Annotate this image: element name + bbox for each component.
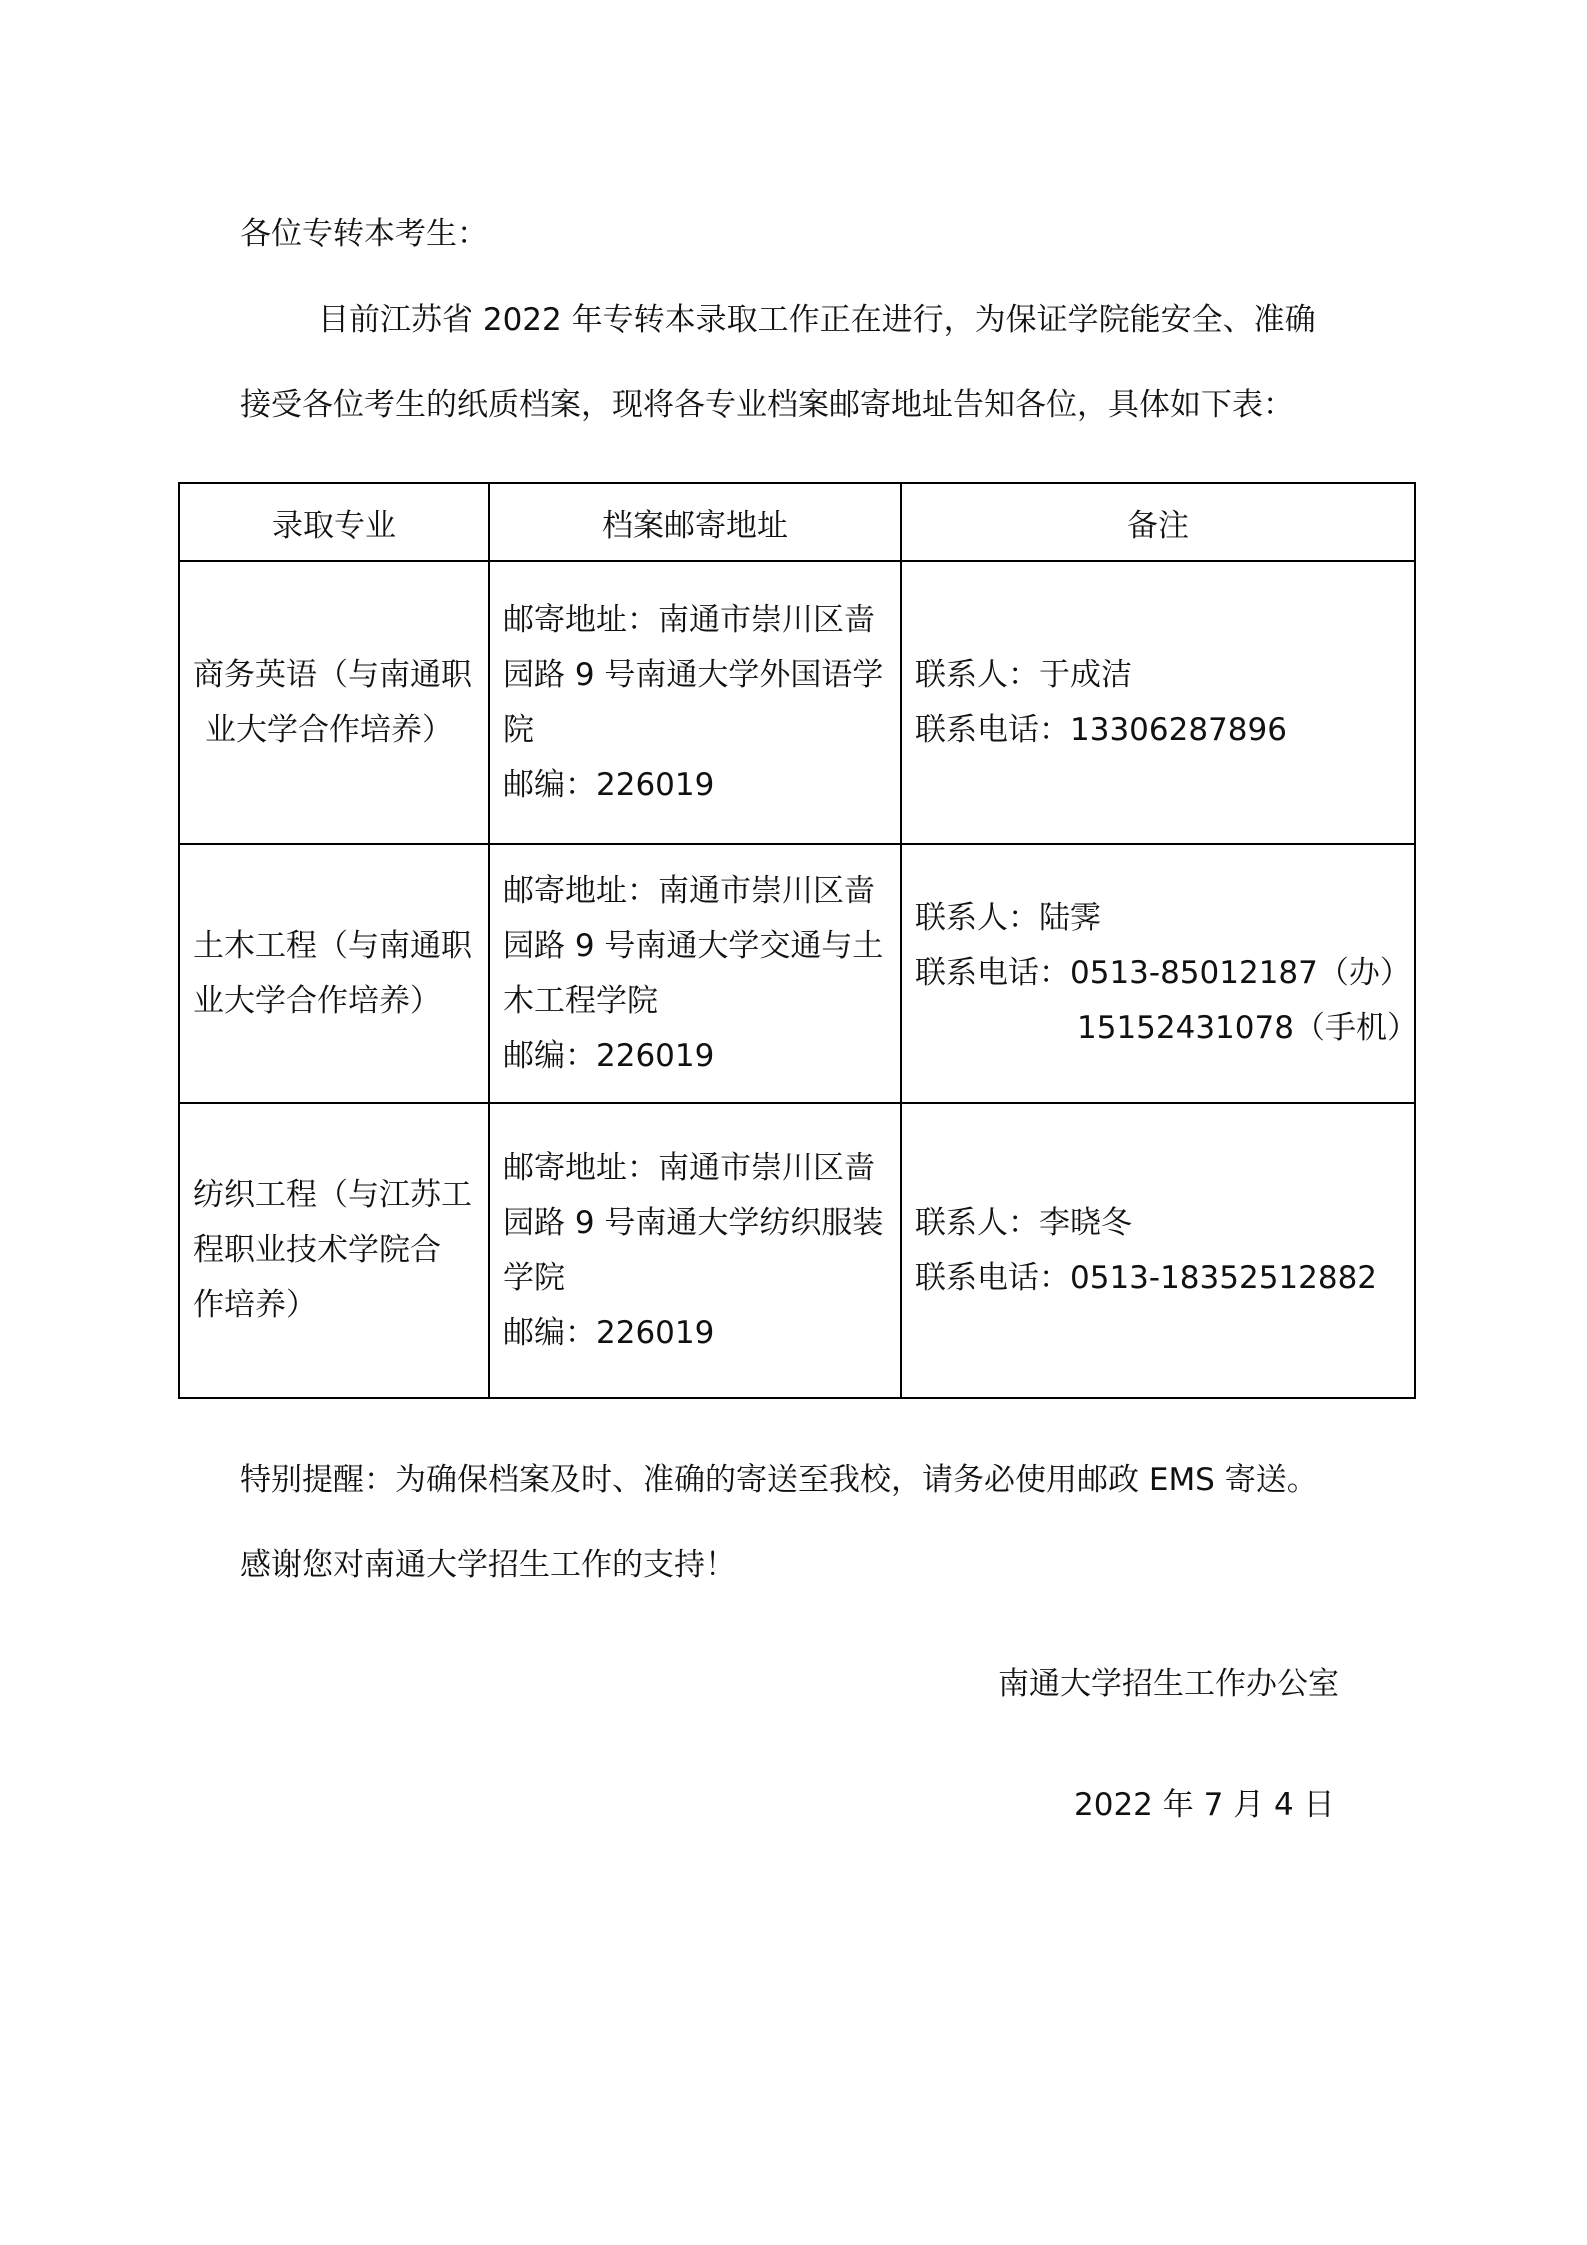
address-text: 邮寄地址：南通市崇川区啬 (503, 1149, 875, 1186)
postcode-text: 邮编：226019 (503, 1314, 715, 1351)
major-text: 商务英语（与南通职 (193, 656, 472, 693)
notes-cell (901, 561, 1415, 844)
address-text: 邮寄地址：南通市崇川区啬 (503, 601, 875, 638)
major-cell (179, 844, 489, 1103)
address-cell (489, 561, 901, 844)
signature: 南通大学招生工作办公室 (998, 1666, 1339, 1702)
major-text: 业大学合作培养） (193, 982, 441, 1019)
postcode-text: 邮编：226019 (503, 766, 715, 803)
contact-mobile: 15152431078（手机） (1077, 1010, 1418, 1046)
contact-phone: 联系电话：0513-85012187（办） (915, 955, 1411, 991)
contact-phone: 联系电话：0513-18352512882 (915, 1259, 1378, 1296)
major-cell (179, 1103, 489, 1398)
address-cell (489, 844, 901, 1103)
contact-phone: 联系电话：13306287896 (915, 711, 1287, 748)
postcode-text: 邮编：226019 (503, 1037, 715, 1074)
intro-paragraph-line-2: 接受各位考生的纸质档案，现将各专业档案邮寄地址告知各位，具体如下表： (240, 387, 1294, 423)
notes-cell (901, 1103, 1415, 1398)
address-text: 园路 9 号南通大学交通与土 (503, 927, 884, 964)
address-text: 园路 9 号南通大学纺织服装 (503, 1204, 884, 1241)
contact-person: 联系人：于成洁 (915, 656, 1132, 693)
header-address: 档案邮寄地址 (489, 483, 901, 561)
greeting: 各位专转本考生： (240, 216, 488, 252)
header-notes: 备注 (901, 483, 1415, 561)
table-row (179, 1103, 1415, 1398)
special-reminder: 特别提醒：为确保档案及时、准确的寄送至我校，请务必使用邮政 EMS 寄送。 (240, 1462, 1318, 1498)
notes-cell (901, 844, 1418, 1103)
intro-paragraph-line-1: 目前江苏省 2022 年专转本录取工作正在进行，为保证学院能安全、准确 (318, 302, 1316, 338)
table-header-row (179, 483, 1415, 561)
document-date: 2022 年 7 月 4 日 (1074, 1787, 1335, 1823)
major-text: 纺织工程（与江苏工 (193, 1177, 472, 1213)
address-text: 邮寄地址：南通市崇川区啬 (503, 872, 875, 909)
major-text: 作培养） (193, 1287, 317, 1323)
address-text: 木工程学院 (503, 982, 658, 1019)
address-text: 院 (503, 711, 534, 748)
major-text: 土木工程（与南通职 (193, 927, 472, 964)
header-major: 录取专业 (179, 483, 489, 561)
major-cell (179, 561, 489, 844)
table-row (179, 561, 1415, 844)
major-text: 程职业技术学院合 (193, 1232, 441, 1268)
address-text: 学院 (503, 1259, 565, 1296)
thanks-line: 感谢您对南通大学招生工作的支持！ (240, 1547, 736, 1583)
address-text: 园路 9 号南通大学外国语学 (503, 656, 884, 693)
address-cell (489, 1103, 901, 1398)
contact-person: 联系人：陆霁 (915, 900, 1101, 936)
archive-address-table (178, 482, 1416, 1399)
contact-person: 联系人：李晓冬 (915, 1204, 1132, 1241)
table-row (179, 844, 1415, 1103)
major-text: 业大学合作培养） (205, 711, 453, 748)
